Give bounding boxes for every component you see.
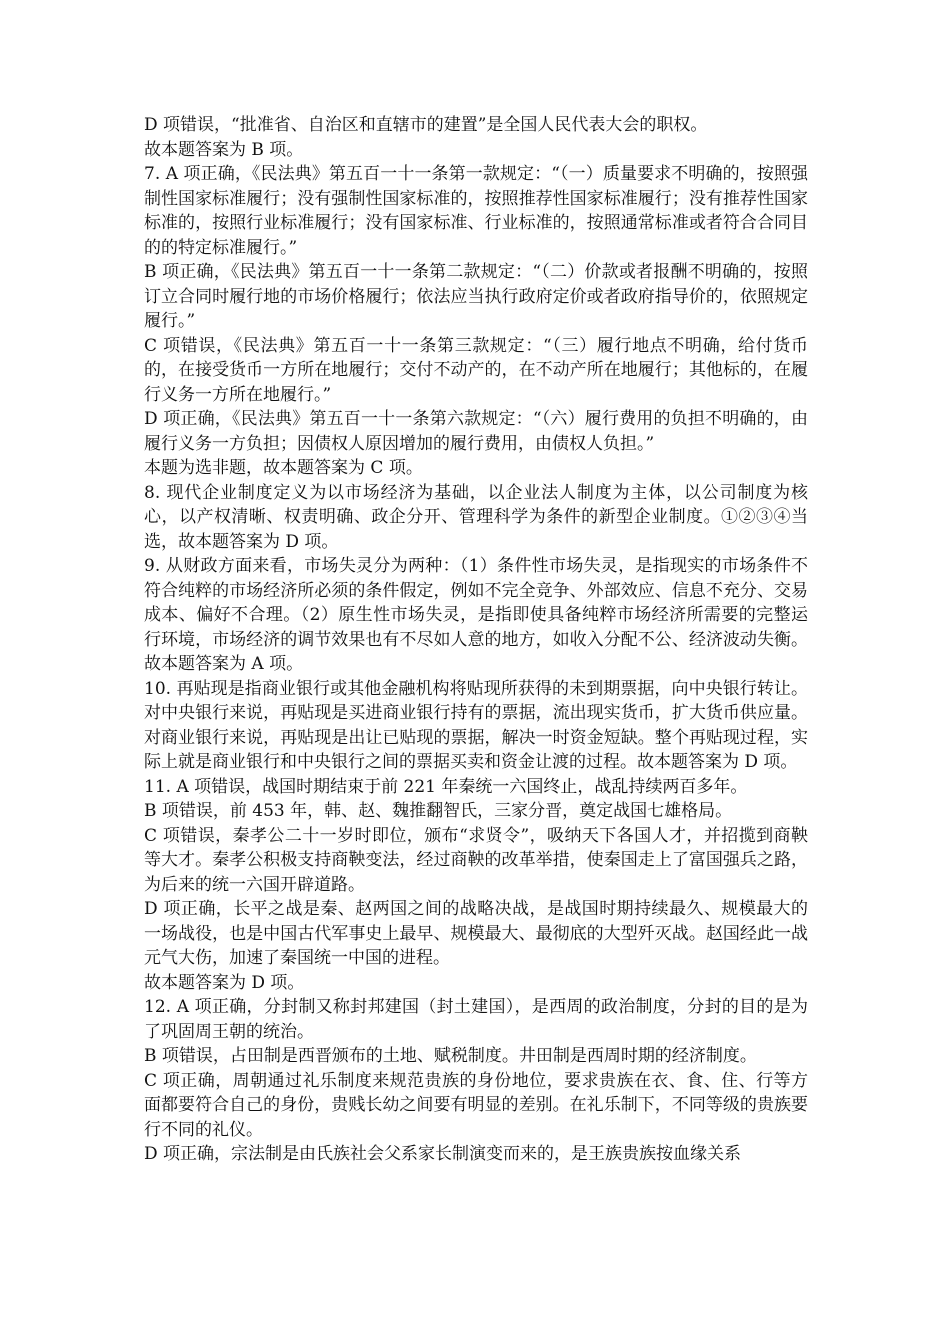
paragraph: 故本题答案为 B 项。 — [144, 139, 304, 160]
paragraph: D 项正确，宗法制是由氏族社会父系家长制演变而来的，是王族贵族按血缘关系 — [144, 1144, 742, 1164]
paragraph: 本题为选非题，故本题答案为 C 项。 — [144, 458, 423, 478]
paragraph: C 项正确，周朝通过礼乐制度来规范贵族的身份地位，要求贵族在衣、食、住、行等方面都要符合自己的身份，贵贱长幼之间要有明显的差别。在礼乐制下，不同等级的贵族要行不同的礼仪。 — [144, 1070, 808, 1140]
paragraph: C 项错误，《民法典》第五百一十一条第三款规定：“（三）履行地点不明确，给付货币的，在接受货币一方所在地履行；交付不动产的，在不动产所在地履行；其他标的，在履行义务一方所在地履行。” — [144, 335, 808, 405]
paragraph: D 项正确，长平之战是秦、赵两国之间的战略决战，是战国时期持续最久、规模最大的一场战役，也是中国古代军事史上最早、规模最大、最彻底的大型歼灭战。赵国经此一战元气大伤，加速了秦国统一中国的进程。 — [144, 899, 808, 968]
paragraph: 10. 再贴现是指商业银行或其他金融机构将贴现所获得的未到期票据，向中央银行转让。对中央银行来说，再贴现是买进商业银行持有的票据，流出现实货币，扩大货币供应量。对商业银行来说，再贴现是出让已贴现的票据，解决一时资金短缺。整个再贴现过程，实际上就是商业银行和中央银行之间的票据买卖和资金让渡的过程。故本题答案为 D 项。 — [144, 678, 808, 772]
paragraph: B 项错误，占田制是西晋颁布的土地、赋税制度。井田制是西周时期的经济制度。 — [144, 1046, 757, 1066]
paragraph: 7. A 项正确，《民法典》第五百一十一条第一款规定：“（一）质量要求不明确的，按照强制性国家标准履行；没有强制性国家标准的，按照推荐性国家标准履行；没有推荐性国家标准的，按照行业标准履行；没有国家标准、行业标准的，按照通常标准或者符合合同目的的特定标准履行。” — [144, 164, 808, 258]
paragraph: B 项正确，《民法典》第五百一十一条第二款规定：“（二）价款或者报酬不明确的，按照订立合同时履行地的市场价格履行；依法应当执行政府定价或者政府指导价的，依照规定履行。” — [144, 262, 808, 331]
paragraph: B 项错误，前 453 年，韩、赵、魏推翻智氏，三家分晋，奠定战国七雄格局。 — [144, 801, 733, 821]
paragraph: C 项错误，秦孝公二十一岁时即位，颁布“求贤令”，吸纳天下各国人才，并招揽到商鞅等大才。秦孝公积极支持商鞅变法，经过商鞅的改革举措，使秦国走上了富国强兵之路，为后来的统一六国开辟道路。 — [144, 825, 808, 895]
paragraph: 故本题答案为 D 项。 — [144, 972, 305, 993]
paragraph: 9. 从财政方面来看，市场失灵分为两种：（1）条件性市场失灵，是指现实的市场条件不符合纯粹的市场经济所必须的条件假定，例如不完全竞争、外部效应、信息不充分、交易成本、偏好不合理。（2）原生性市场失灵，是指即使具备纯粹市场经济所需要的完整运行环境，市场经济的调节效果也有不尽如人意的地方，如收入分配不公、经济波动失衡。故本题答案为 A 项。 — [144, 556, 808, 674]
paragraph: 12. A 项正确，分封制又称封邦建国（封土建国），是西周的政治制度，分封的目的是为了巩固周王朝的统治。 — [144, 997, 808, 1042]
paragraph: D 项错误，“批准省、自治区和直辖市的建置”是全国人民代表大会的职权。 — [144, 115, 708, 135]
paragraph: 11. A 项错误，战国时期结束于前 221 年秦统一六国终止，战乱持续两百多年。 — [144, 776, 748, 797]
paragraph: 8. 现代企业制度定义为以市场经济为基础，以企业法人制度为主体，以公司制度为核心，以产权清晰、权责明确、政企分开、管理科学为条件的新型企业制度。①②③④当选，故本题答案为 D 项。 — [144, 482, 808, 552]
paragraph: D 项正确，《民法典》第五百一十一条第六款规定：“（六）履行费用的负担不明确的，由履行义务一方负担；因债权人原因增加的履行费用，由债权人负担。” — [144, 409, 808, 454]
document-body — [144, 113, 808, 1167]
